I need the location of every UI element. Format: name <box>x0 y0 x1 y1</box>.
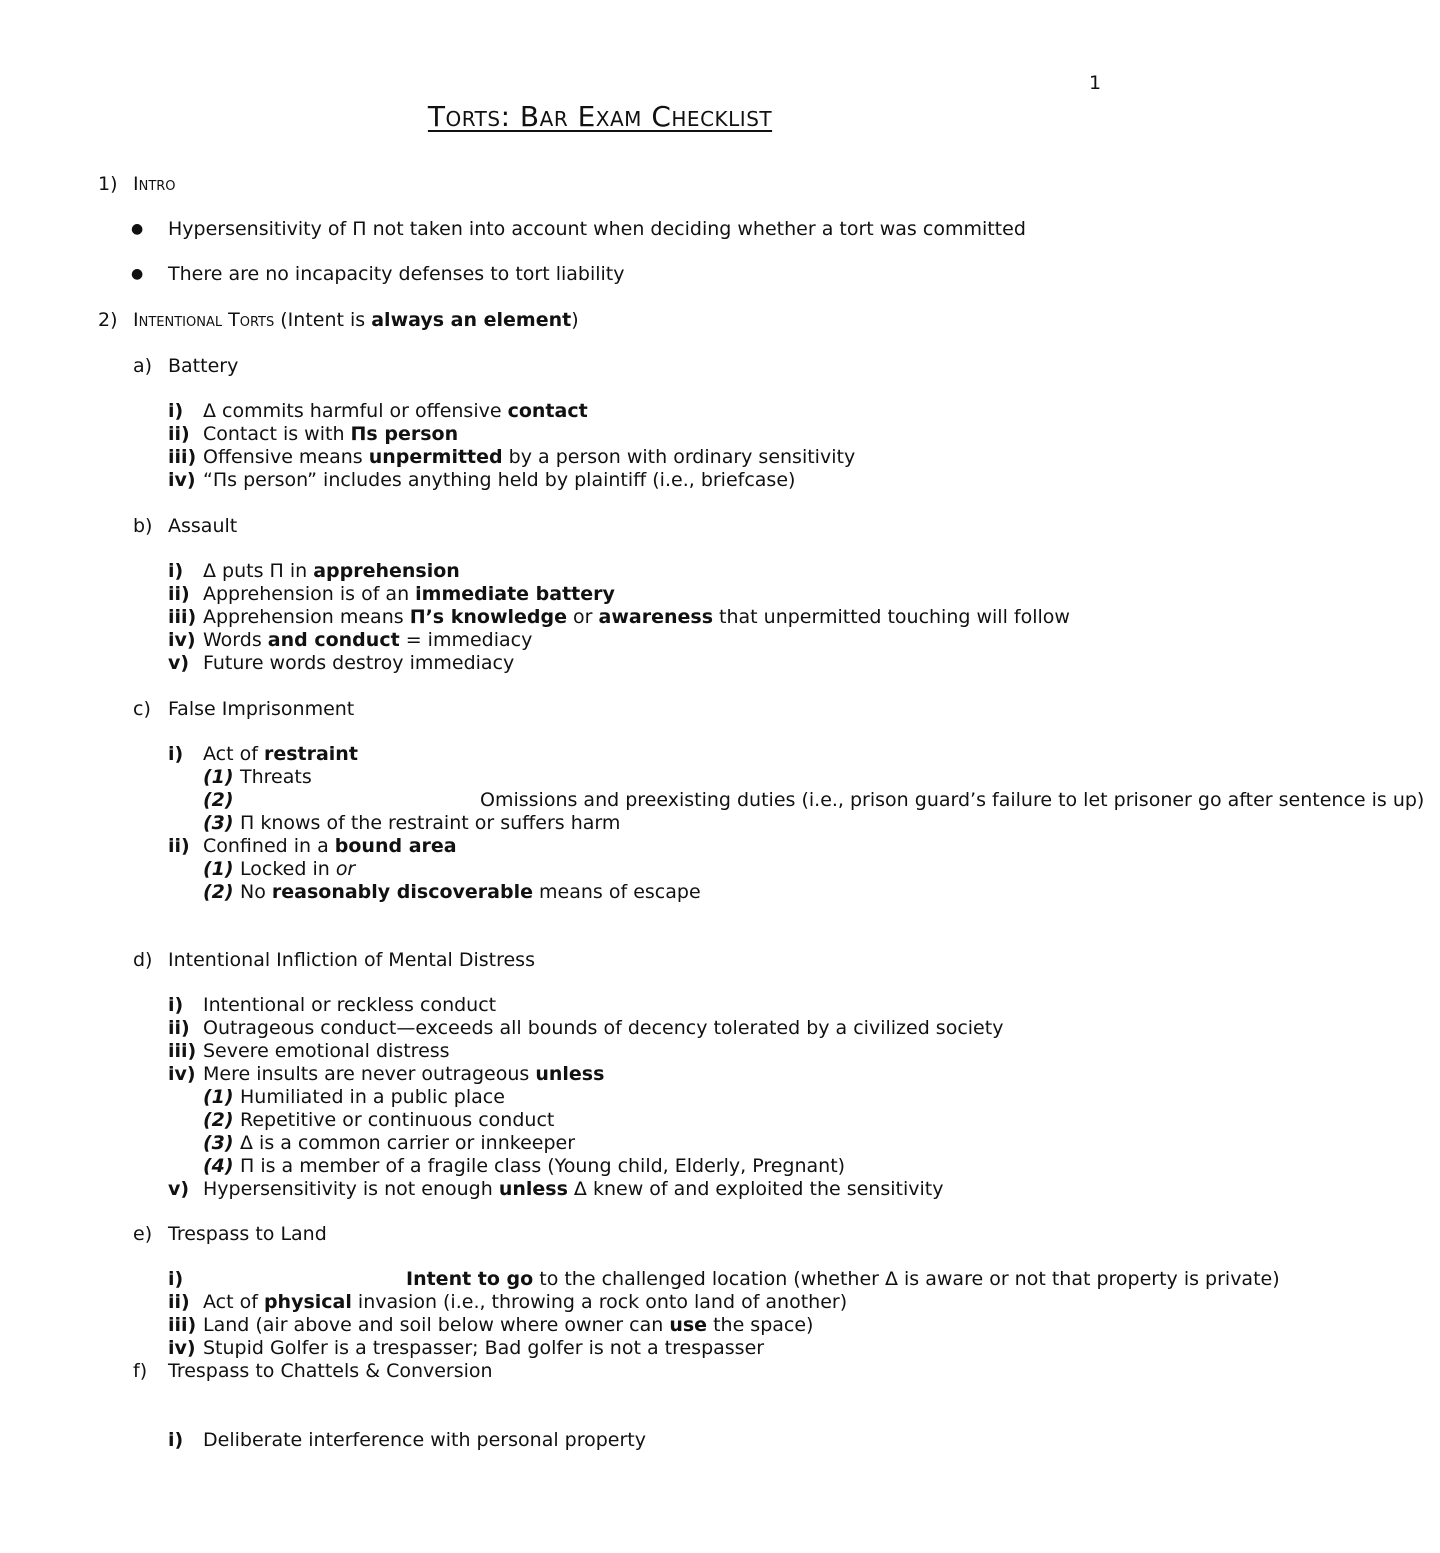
list-marker: c) <box>133 698 151 720</box>
list-item <box>0 1268 1280 1291</box>
item-text: “Πs person” includes anything held by plaintiff (i.e., briefcase) <box>203 469 796 491</box>
list-item <box>0 743 1200 766</box>
item-text: Offensive means unpermitted by a person with ordinary sensitivity <box>203 446 856 468</box>
list-item <box>0 1291 1200 1314</box>
item-text: Act of physical invasion (i.e., throwing a rock onto land of another) <box>203 1291 848 1313</box>
section-heading <box>0 309 1200 332</box>
list-marker: ii) <box>168 1017 190 1039</box>
heading-text: Battery <box>168 355 239 377</box>
page-title: Torts: Bar Exam Checklist <box>427 100 773 133</box>
list-marker: (2) <box>203 789 234 811</box>
item-text: Outrageous conduct—exceeds all bounds of decency tolerated by a civilized society <box>203 1017 1004 1039</box>
list-marker: i) <box>168 1429 184 1451</box>
battery-elements <box>0 400 1200 492</box>
list-marker: i) <box>168 1268 184 1290</box>
item-text: Words and conduct = immediacy <box>203 629 533 651</box>
subsection-heading <box>0 949 1200 972</box>
item-text: Π is a member of a fragile class (Young child, Elderly, Pregnant) <box>240 1155 846 1177</box>
subsection-battery <box>0 355 1200 378</box>
list-item <box>0 858 1200 881</box>
list-marker: b) <box>133 515 153 537</box>
section-intentional-torts <box>0 309 1200 332</box>
list-marker: (1) <box>203 1086 234 1108</box>
list-marker: iii) <box>168 1314 197 1336</box>
list-item <box>0 560 1200 583</box>
list-marker: ii) <box>168 583 190 605</box>
list-marker: iii) <box>168 1040 197 1062</box>
list-item <box>0 606 1200 629</box>
list-marker: v) <box>168 1178 190 1200</box>
false-imprisonment-elements <box>0 743 1425 904</box>
list-item <box>0 1109 1200 1132</box>
item-text: Hypersensitivity is not enough unless Δ knew of and exploited the sensitivity <box>203 1178 944 1200</box>
list-item <box>0 1040 1200 1063</box>
subsection-heading <box>0 698 1200 721</box>
item-text: Contact is with Πs person <box>203 423 459 445</box>
heading-text: Intentional Infliction of Mental Distress <box>168 949 535 971</box>
item-text: There are no incapacity defenses to tort liability <box>168 263 625 285</box>
subsection-iimd <box>0 949 1200 972</box>
item-text: Humiliated in a public place <box>240 1086 505 1108</box>
bullet-icon: ● <box>131 221 144 237</box>
item-text: Threats <box>240 766 312 788</box>
list-marker: iv) <box>168 469 196 491</box>
item-text: Intent to go to the challenged location (whether Δ is aware or not that property is private) <box>406 1268 1280 1290</box>
list-item <box>0 263 1200 286</box>
list-item <box>0 423 1200 446</box>
item-text: Hypersensitivity of Π not taken into account when deciding whether a tort was committed <box>168 218 1026 240</box>
trespass-land-elements <box>0 1268 1280 1383</box>
subsection-heading <box>0 1223 1200 1246</box>
item-text: Act of restraint <box>203 743 358 765</box>
list-item <box>0 812 1200 835</box>
subsection-false-imprisonment <box>0 698 1200 721</box>
list-marker: (2) <box>203 1109 234 1131</box>
list-item <box>0 652 1200 675</box>
list-marker: iv) <box>168 1337 196 1359</box>
list-marker: (4) <box>203 1155 234 1177</box>
subsection-assault <box>0 515 1200 538</box>
list-item <box>0 1429 1200 1452</box>
list-item <box>0 1086 1200 1109</box>
list-marker: 2) <box>98 309 118 331</box>
item-text: Π knows of the restraint or suffers harm <box>240 812 621 834</box>
list-marker: f) <box>133 1360 148 1382</box>
assault-elements <box>0 560 1200 675</box>
item-text: Locked in or <box>240 858 356 880</box>
list-item <box>0 881 1200 904</box>
heading-text: Trespass to Land <box>168 1223 327 1245</box>
iimd-elements <box>0 994 1200 1201</box>
heading-text: Trespass to Chattels & Conversion <box>168 1360 493 1382</box>
item-text: No reasonably discoverable means of escape <box>240 881 701 903</box>
list-marker: i) <box>168 743 184 765</box>
list-item <box>0 1314 1200 1337</box>
subsection-heading <box>0 1360 1200 1383</box>
item-text: Stupid Golfer is a trespasser; Bad golfer is not a trespasser <box>203 1337 765 1359</box>
list-item <box>0 1155 1200 1178</box>
list-item <box>0 469 1200 492</box>
list-item <box>0 835 1200 858</box>
subsection-heading <box>0 515 1200 538</box>
list-marker: (2) <box>203 881 234 903</box>
list-item <box>0 629 1200 652</box>
list-item <box>0 218 1200 241</box>
item-text: Intentional or reckless conduct <box>203 994 497 1016</box>
item-text: Mere insults are never outrageous unless <box>203 1063 605 1085</box>
subsection-trespass-to-land <box>0 1223 1200 1246</box>
intro-bullet-list <box>0 218 1200 241</box>
item-text: Apprehension is of an immediate battery <box>203 583 615 605</box>
item-text: Repetitive or continuous conduct <box>240 1109 555 1131</box>
list-item <box>0 1337 1200 1360</box>
item-text: Land (air above and soil below where owner can use the space) <box>203 1314 814 1336</box>
item-text: Deliberate interference with personal property <box>203 1429 646 1451</box>
item-text: Δ commits harmful or offensive contact <box>203 400 588 422</box>
list-marker: ii) <box>168 1291 190 1313</box>
list-item <box>0 583 1200 606</box>
item-text: Future words destroy immediacy <box>203 652 515 674</box>
list-item <box>0 994 1200 1017</box>
item-text: Δ puts Π in apprehension <box>203 560 460 582</box>
list-item <box>0 1178 1200 1201</box>
list-marker: i) <box>168 994 184 1016</box>
list-marker: ii) <box>168 835 190 857</box>
list-marker: i) <box>168 560 184 582</box>
item-text: Omissions and preexisting duties (i.e., prison guard’s failure to let prisoner go after sentence is up) <box>480 789 1425 811</box>
list-marker: d) <box>133 949 153 971</box>
list-item <box>0 400 1200 423</box>
item-text: Δ is a common carrier or innkeeper <box>240 1132 576 1154</box>
section-intro <box>0 173 1200 196</box>
item-text: Confined in a bound area <box>203 835 457 857</box>
item-text: Severe emotional distress <box>203 1040 450 1062</box>
item-text: Apprehension means Π’s knowledge or awareness that unpermitted touching will follow <box>203 606 1070 628</box>
list-item <box>0 1017 1200 1040</box>
list-marker: v) <box>168 652 190 674</box>
list-marker: e) <box>133 1223 153 1245</box>
list-marker: iii) <box>168 446 197 468</box>
subsection-heading <box>0 355 1200 378</box>
bullet-icon: ● <box>131 266 144 282</box>
list-marker: (1) <box>203 766 234 788</box>
heading-text: Intentional Torts (Intent is always an element) <box>133 309 579 331</box>
list-item <box>0 1063 1200 1086</box>
list-marker: a) <box>133 355 153 377</box>
list-item <box>0 1132 1200 1155</box>
heading-text: Assault <box>168 515 238 537</box>
page-number: 1 <box>1089 72 1102 94</box>
list-marker: iii) <box>168 606 197 628</box>
list-marker: (3) <box>203 1132 234 1154</box>
heading-text: False Imprisonment <box>168 698 355 720</box>
intro-bullet-list-2 <box>0 263 1200 286</box>
list-marker: 1) <box>98 173 118 195</box>
heading-text: Intro <box>133 173 176 195</box>
list-marker: (1) <box>203 858 234 880</box>
list-marker: (3) <box>203 812 234 834</box>
list-item <box>0 766 1200 789</box>
list-marker: iv) <box>168 1063 196 1085</box>
trespass-chattels-elements <box>0 1429 1200 1452</box>
list-item <box>0 446 1200 469</box>
list-item <box>0 789 1425 812</box>
section-heading <box>0 173 1200 196</box>
list-marker: i) <box>168 400 184 422</box>
list-marker: iv) <box>168 629 196 651</box>
list-marker: ii) <box>168 423 190 445</box>
